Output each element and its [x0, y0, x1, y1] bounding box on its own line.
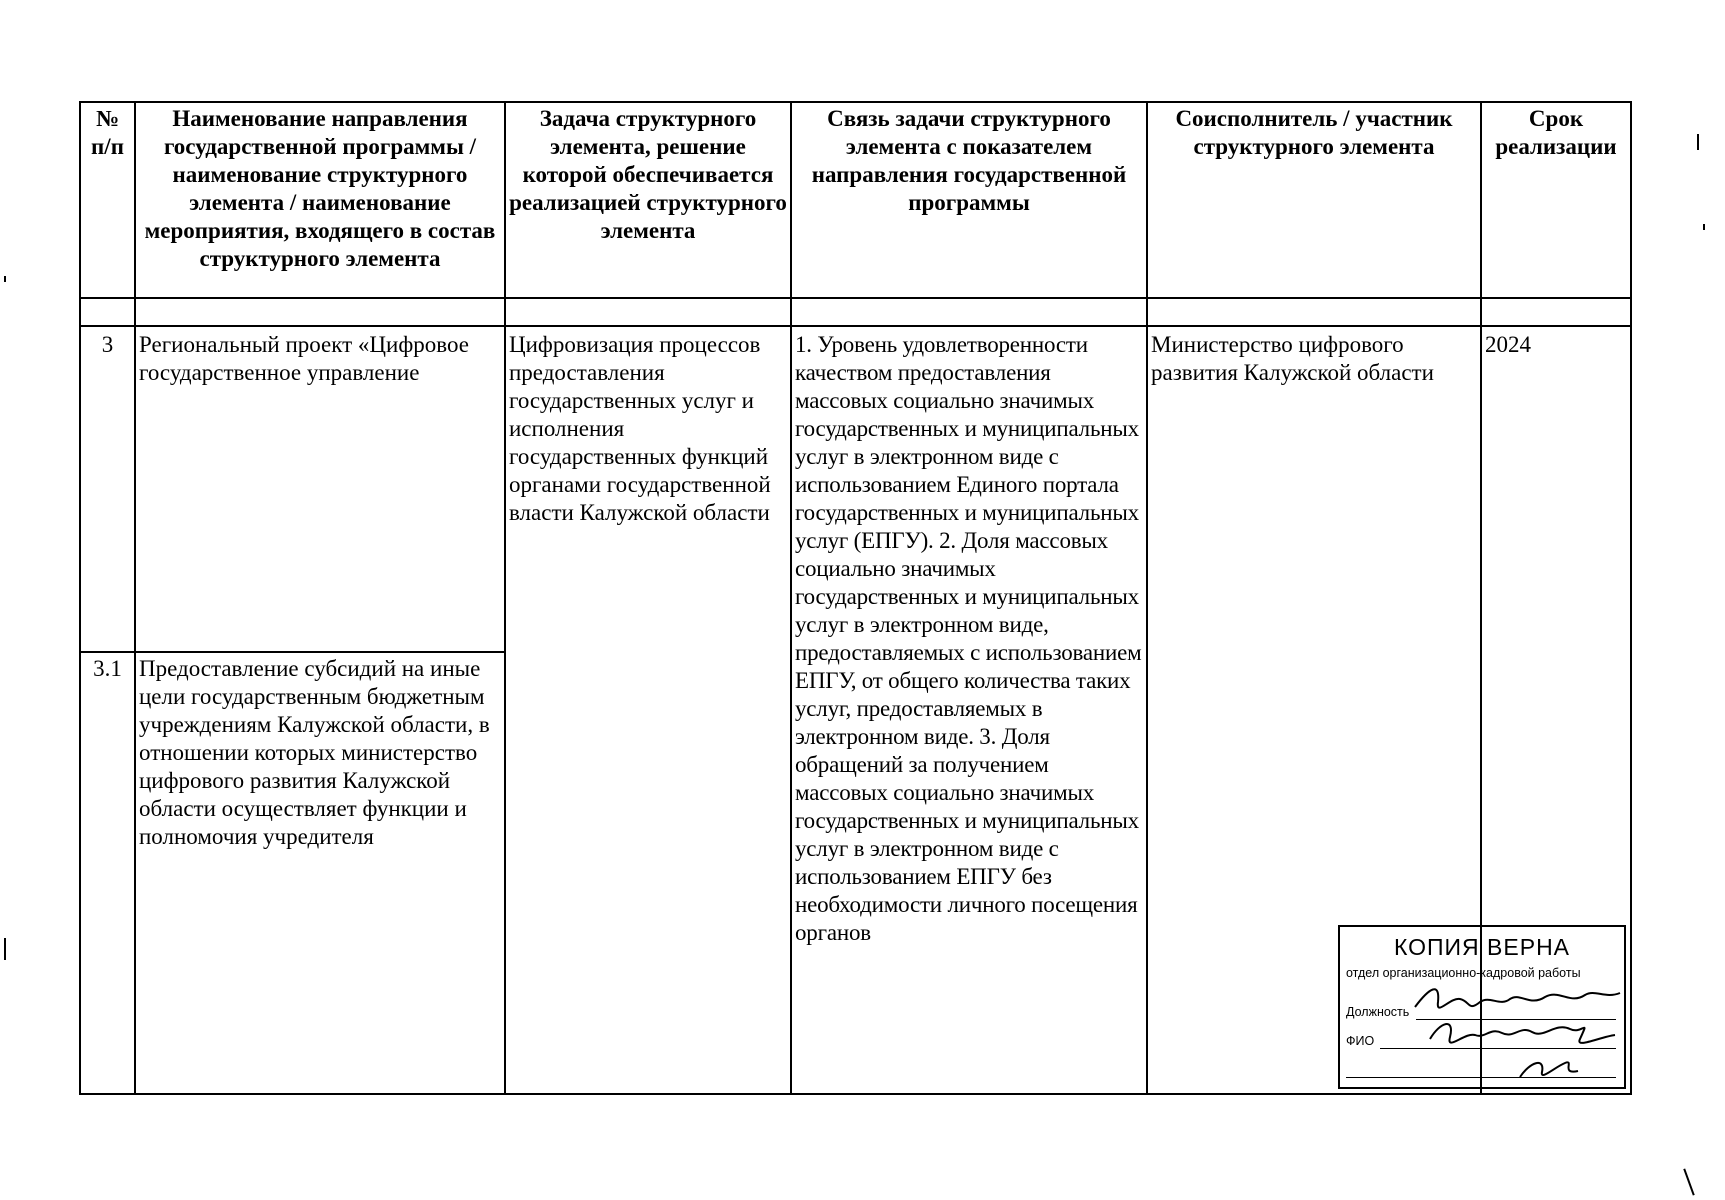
row-term: 2024: [1481, 326, 1631, 1094]
stamp-name-label: ФИО: [1346, 1034, 1375, 1048]
header-term: Срок реализации: [1481, 102, 1631, 298]
header-participant: Соисполнитель / участник структурного элемента: [1147, 102, 1481, 298]
row-number: 3.1: [80, 652, 135, 1094]
spacer-cell: [135, 298, 505, 326]
scan-margin-mark: [4, 276, 6, 282]
spacer-row: [80, 298, 1631, 326]
spacer-cell: [80, 298, 135, 326]
spacer-cell: [505, 298, 791, 326]
row-task: Цифровизация процессов предоставления государственных услуг и исполнения государственных функций органами государственной власти Калужской области: [505, 326, 791, 1094]
scan-margin-mark: [4, 938, 6, 960]
row-name: Предоставление субсидий на иные цели государственным бюджетным учреждениям Калужской области, в отношении которых министерство цифрового развития Калужской области осуществляет функции и полномочия учредителя: [135, 652, 505, 1094]
row-participant: Министерство цифрового развития Калужской области: [1147, 326, 1481, 1094]
spacer-cell: [791, 298, 1147, 326]
scan-margin-mark: [1697, 134, 1699, 150]
spacer-cell: [1147, 298, 1481, 326]
header-indicator-link: Связь задачи структурного элемента с показателем направления государственной программы: [791, 102, 1147, 298]
header-row: [80, 102, 1631, 298]
row-name: Региональный проект «Цифровое государственное управление: [135, 326, 505, 652]
stamp-department: отдел организационно-кадровой работы: [1346, 966, 1581, 980]
scan-margin-mark: [1683, 1169, 1694, 1196]
row-number: 3: [80, 326, 135, 652]
header-number: № п/п: [80, 102, 135, 298]
handwritten-signature: [1410, 977, 1624, 1087]
table-row: [80, 326, 1631, 652]
header-name: Наименование направления государственной программы / наименование структурного элемента / наименование мероприятия, входящего в состав структурного элемента: [135, 102, 505, 298]
stamp-title: КОПИЯ ВЕРНА: [1393, 934, 1571, 960]
spacer-cell: [1481, 298, 1631, 326]
scan-margin-mark: [1703, 224, 1705, 230]
header-task: Задача структурного элемента, решение которой обеспечивается реализацией структурного элемента: [505, 102, 791, 298]
certified-copy-stamp: [1338, 925, 1626, 1089]
stamp-position-label: Должность: [1346, 1005, 1410, 1019]
row-indicators: 1. Уровень удовлетворенности качеством предоставления массовых социально значимых государственных и муниципальных услуг в электронном виде с использованием Единого портала государственных и муниципальных услуг (ЕПГУ). 2. Доля массовых социально значимых государственных и муниципальных услуг в электронном виде, предоставляемых с использованием ЕПГУ, от общего количества таких услуг, предоставляемых в электронном виде. 3. Доля обращений за получением массовых социально значимых государственных и муниципальных услуг в электронном виде с использованием ЕПГУ без необходимости личного посещения органов: [791, 326, 1147, 1094]
